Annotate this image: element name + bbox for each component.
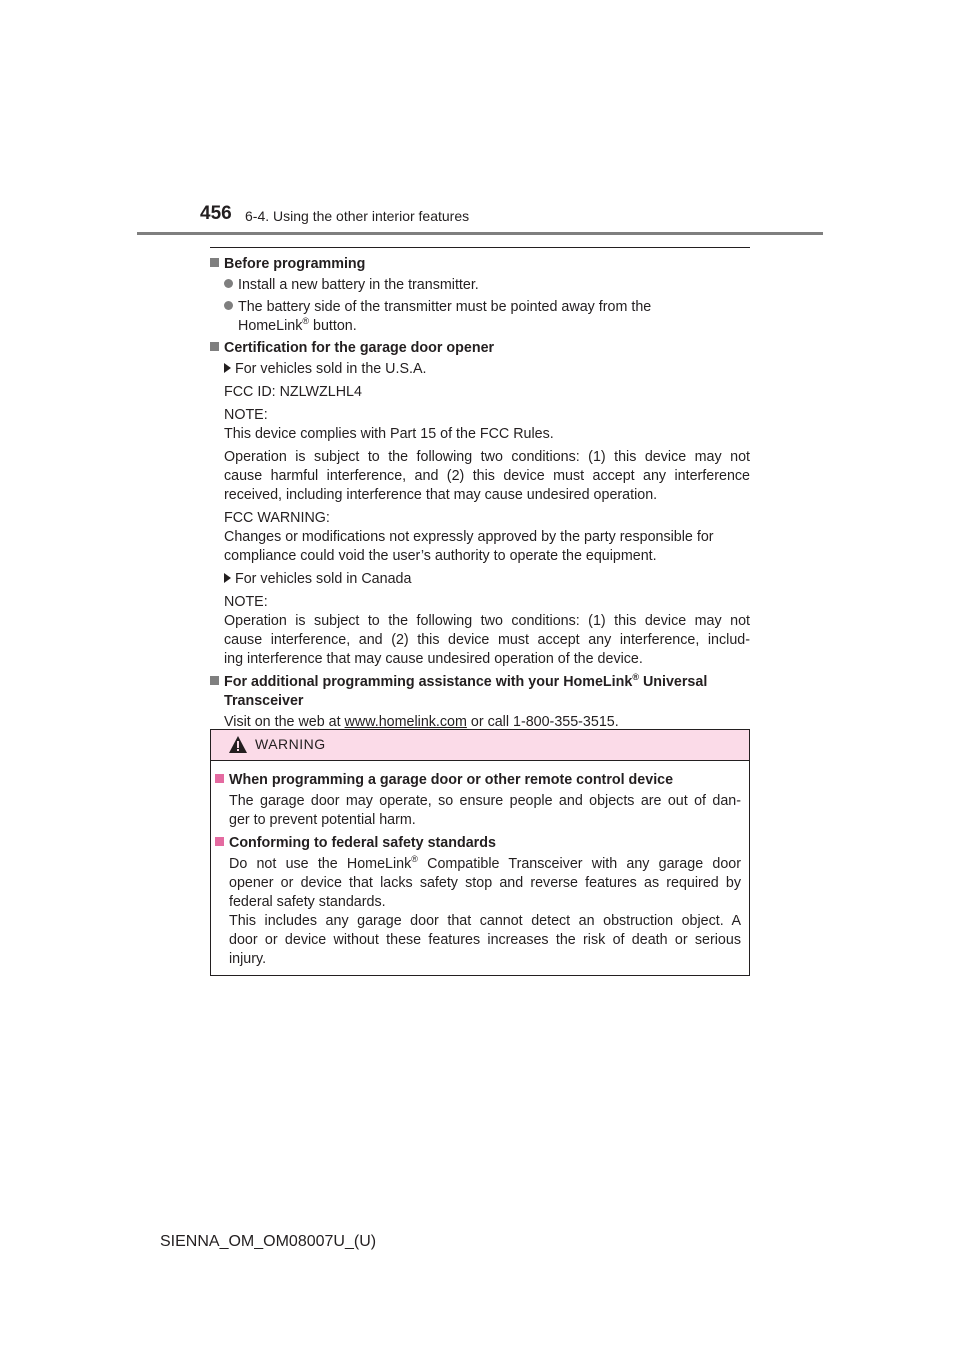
bullet-battery-side: The battery side of the transmitter must be pointed away from the HomeLink® button. <box>210 298 750 336</box>
canada-label: For vehicles sold in Canada <box>210 570 750 589</box>
circle-bullet-icon <box>224 301 233 310</box>
square-bullet-icon <box>210 258 219 267</box>
warning-header <box>211 730 749 761</box>
warning-item1-heading: When programming a garage door or other remote control device <box>215 771 741 790</box>
bullet-install-battery: Install a new battery in the transmitter. <box>210 276 750 295</box>
canada-note-paragraph: NOTE: Operation is subject to the following two conditions: (1) this device may not cause interference, and (2) this device must accept any interference, includ- ing interference that may cause undesired operation of the device. <box>224 594 750 667</box>
circle-bullet-icon <box>224 279 233 288</box>
visit-paragraph: Visit on the web at www.homelink.com or call 1-800-355-3515. <box>224 714 619 730</box>
assistance-heading: For additional programming assistance with your HomeLink® Universal Transceiver <box>210 673 750 711</box>
fcc-warning-paragraph: FCC WARNING: Changes or modifications not expressly approved by the party responsible for compliance could void the user’s authority to operate the equipment. <box>224 510 714 564</box>
section-title: 6-4. Using the other interior features <box>245 208 470 224</box>
usa-label: For vehicles sold in the U.S.A. <box>210 360 750 379</box>
header-rule <box>137 232 823 235</box>
content-rule <box>210 247 750 248</box>
square-bullet-icon <box>210 676 219 685</box>
triangle-bullet-icon <box>224 573 231 583</box>
warning-item1-text: The garage door may operate, so ensure people and objects are out of dan- ger to prevent potential harm. <box>229 793 741 828</box>
warning-content <box>215 771 741 973</box>
certification-heading: Certification for the garage door opener <box>210 339 750 358</box>
warning-triangle-icon <box>229 736 247 753</box>
warning-box <box>210 729 750 976</box>
fcc-note: NOTE: This device complies with Part 15 of the FCC Rules. <box>224 407 554 442</box>
main-content <box>210 255 750 736</box>
triangle-bullet-icon <box>224 363 231 373</box>
square-bullet-icon <box>210 342 219 351</box>
square-bullet-icon <box>215 774 224 783</box>
operation-paragraph: Operation is subject to the following two conditions: (1) this device may not cause harmful interference, and (2) this device must accept any interference received, including interference that may cause undesired operation. <box>224 449 750 503</box>
warning-title: WARNING <box>255 736 326 752</box>
footer-doc-code: SIENNA_OM_OM08007U_(U) <box>160 1233 377 1250</box>
fcc-id: FCC ID: NZLWZLHL4 <box>224 384 362 400</box>
page-number: 456 <box>200 203 232 224</box>
warning-item2-heading: Conforming to federal safety standards <box>215 834 741 853</box>
square-bullet-icon <box>215 837 224 846</box>
before-programming-heading: Before programming <box>210 255 750 274</box>
homelink-link[interactable]: www.homelink.com <box>344 714 467 730</box>
warning-item2-text: Do not use the HomeLink® Compatible Transceiver with any garage door opener or device that lacks safety stop and reverse features as required by federal safety standards. This includes any garage door that cannot detect an obstruction object. A door or device without these features increases the risk of death or serious injury. <box>229 854 741 967</box>
